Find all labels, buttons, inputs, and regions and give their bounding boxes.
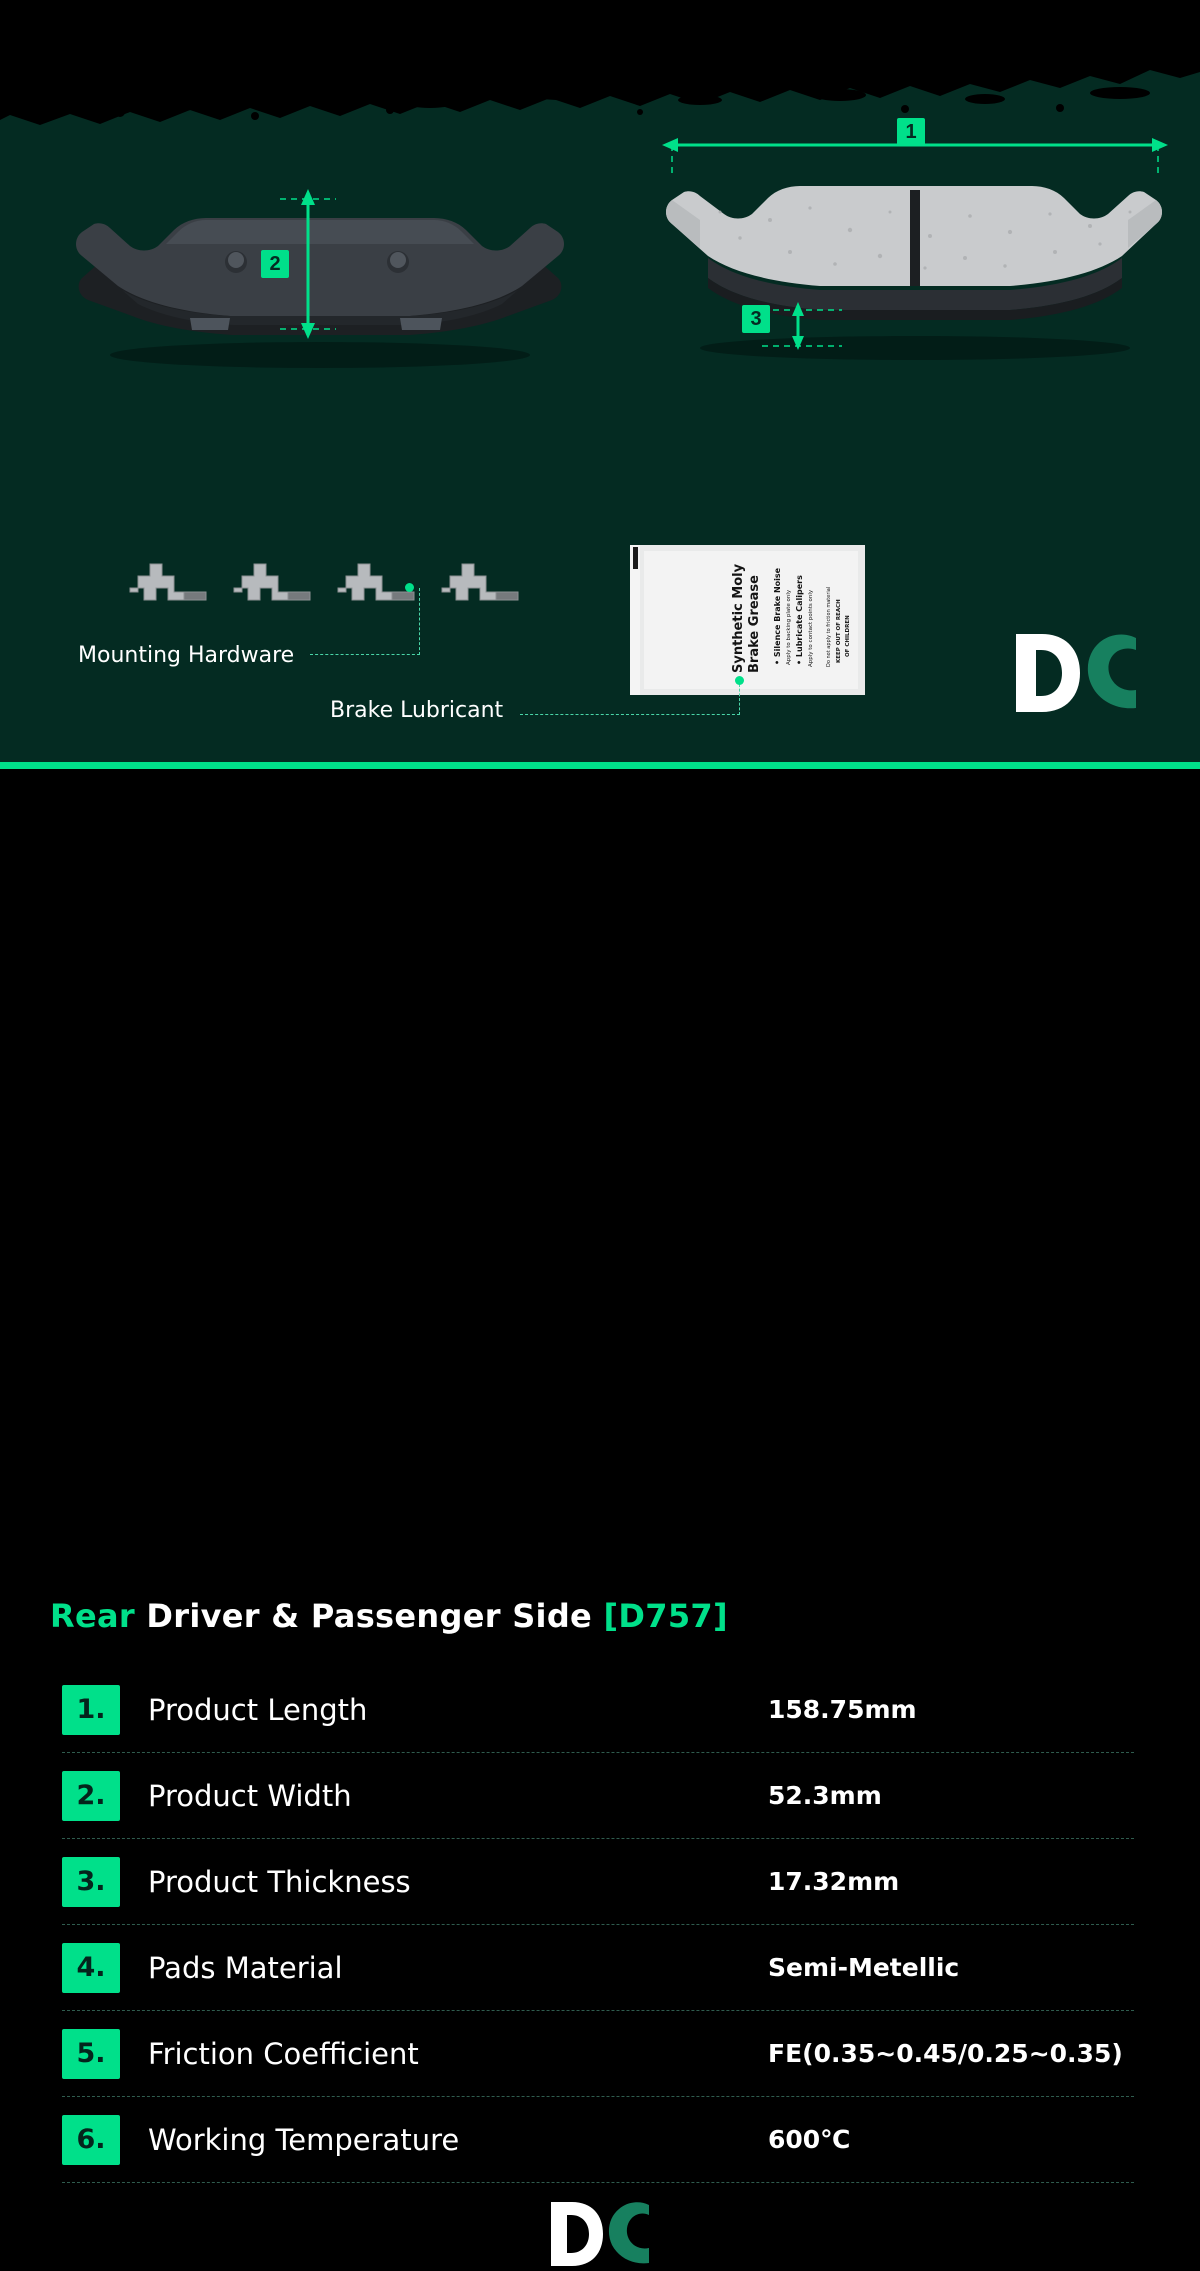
row-label: Friction Coefficient: [148, 2036, 419, 2071]
row-value: Semi-Metellic: [768, 1953, 960, 1982]
svg-text:Synthetic Moly: Synthetic Moly: [731, 563, 746, 673]
lubricant-leader-vertical: [739, 684, 740, 715]
mounting-hardware-clips: [110, 548, 560, 618]
svg-text:Brake Grease: Brake Grease: [747, 575, 762, 673]
brake-lubricant-label: Brake Lubricant: [330, 698, 504, 723]
row-value: 158.75mm: [768, 1695, 917, 1724]
title-part-code: [D757]: [603, 1597, 728, 1635]
thickness-dimension-arrow: [762, 300, 842, 355]
brake-lubricant-packet: [630, 545, 865, 695]
lubricant-anchor-dot: [735, 676, 744, 685]
row-label: Working Temperature: [148, 2122, 460, 2157]
table-row: [62, 1839, 1134, 1925]
svg-text:• Lubricate Calipers: • Lubricate Calipers: [795, 575, 804, 665]
specifications-panel: [0, 769, 1200, 2157]
row-value: 600℃: [768, 2125, 851, 2154]
row-number: 1.: [62, 1685, 120, 1735]
title-main: Driver & Passenger Side: [146, 1597, 593, 1635]
row-number: 2.: [62, 1771, 120, 1821]
row-label: Product Thickness: [148, 1864, 411, 1899]
row-number: 3.: [62, 1857, 120, 1907]
svg-text:OF CHILDREN: OF CHILDREN: [845, 615, 851, 657]
torn-edge-decoration: [0, 0, 1200, 125]
diagram-panel: [0, 0, 1200, 765]
row-value: 52.3mm: [768, 1781, 882, 1810]
brand-logo-footer-icon: [548, 2197, 652, 2271]
dimension-marker-1: 1: [897, 118, 925, 146]
accent-divider: [0, 762, 1200, 769]
lubricant-leader-line: [520, 714, 740, 715]
row-number: 4.: [62, 1943, 120, 1993]
dimension-marker-2: 2: [261, 250, 289, 278]
row-label: Product Width: [148, 1778, 352, 1813]
table-row: [62, 1667, 1134, 1753]
hardware-leader-vertical: [419, 588, 420, 655]
row-number: 5.: [62, 2029, 120, 2079]
hardware-anchor-dot: [405, 583, 414, 592]
title-position: Rear: [50, 1597, 135, 1635]
spec-table: [62, 1667, 1134, 2183]
svg-text:• Silence Brake Noise: • Silence Brake Noise: [773, 567, 782, 665]
svg-text:Apply to contact points only: Apply to contact points only: [808, 589, 814, 667]
row-label: Product Length: [148, 1692, 368, 1727]
svg-text:KEEP OUT OF REACH: KEEP OUT OF REACH: [836, 599, 842, 663]
row-number: 6.: [62, 2115, 120, 2165]
table-row: [62, 1925, 1134, 2011]
svg-text:Do not apply to friction mater: Do not apply to friction material: [826, 586, 832, 667]
hardware-leader-line: [310, 654, 420, 655]
brand-logo-icon: [1012, 628, 1140, 718]
table-row: [62, 2011, 1134, 2097]
row-value: 17.32mm: [768, 1867, 900, 1896]
page-title: [50, 1597, 728, 1635]
mounting-hardware-label: Mounting Hardware: [78, 643, 295, 668]
brake-pad-friction-view: [660, 160, 1170, 360]
dimension-marker-3: 3: [742, 305, 770, 333]
row-label: Pads Material: [148, 1950, 343, 1985]
svg-text:Apply to backing plate only: Apply to backing plate only: [786, 589, 792, 665]
row-value: FE(0.35~0.45/0.25~0.35): [768, 2039, 1123, 2068]
table-row: [62, 2097, 1134, 2183]
table-row: [62, 1753, 1134, 1839]
